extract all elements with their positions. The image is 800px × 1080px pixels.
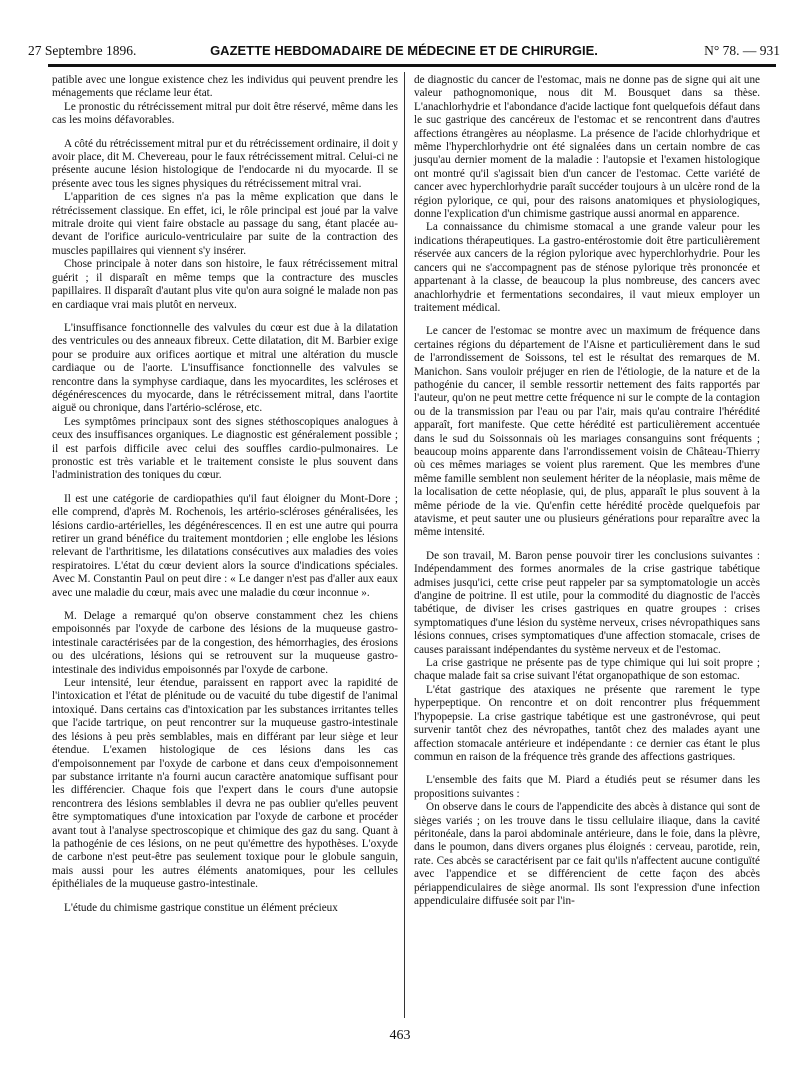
paragraph: M. Delage a remarqué qu'on observe constamment chez les chiens empoisonnés par l'oxyde de carbone des lésions de la muqueuse gastro-intestinale caractérisées par de la congestion, des hémorrhagies, des érosions ou des ulcérations, lésions qui se retrouvent sur la muqueuse gastro-intestinale des individus empoisonnés par l'oxyde de carbone. <box>52 610 398 676</box>
section-gap <box>52 128 398 138</box>
section-gap <box>52 892 398 902</box>
paragraph: de diagnostic du cancer de l'estomac, mais ne donne pas de signe qui ait une valeur pathognomonique, nous dit M. Bousquet dans sa thèse. L'anachlorhydrie et l'abondance d'acide lactique font quelquefois défaut dans le suc gastrique des cancéreux de l'estomac et se rencontrent dans d'autres affections étrangères au néoplasme. La présence de l'acide chlorhydrique et même l'hyperchlorhydrie ont été signalées dans un certain nombre de cas jusqu'au dernier moment de la maladie : l'autopsie et l'examen histologique ont montré qu'il s'agissait bien d'un cancer de l'estomac. Cette variété de cancer avec hyperchlorhydrie paraît succéder toujours à un ulcère rond de la région pylorique, ce qui, pour des raisons anatomiques et physiologiques, donne l'explication d'un chimisme gastrique aussi anormal en apparence. <box>414 74 760 221</box>
paragraph: A côté du rétrécissement mitral pur et du rétrécissement ordinaire, il doit y avoir place, dit M. Chevereau, pour le faux rétrécissement mitral. Celui-ci ne présente aucune lésion histologique de l'endocarde ni du myocarde. Il se présente avec tous les signes physiques du rétrécissement mitral vrai. <box>52 137 398 190</box>
section-gap <box>414 764 760 774</box>
paragraph: De son travail, M. Baron pense pouvoir tirer les conclusions suivantes : Indépendamment des formes anormales de la crise gastrique tabétique admises jusqu'ici, cette crise peut rappeler par sa symptomatologie un accès d'angine de poitrine. Il est utile, pour la commodité du diagnostic de l'accès tabétique, de diviser les crises gastriques en quatre groupes : crises symptomatiques d'une lésion du système nerveux, crises névropathiques sans lésions connues, crises symptomatiques d'une affection stomacale, crises de causes paraissant indépendantes du système nerveux et de l'estomac. <box>414 549 760 656</box>
paragraph: La crise gastrique ne présente pas de type chimique qui lui soit propre ; chaque malade fait sa crise suivant l'état organopathique de son estomac. <box>414 657 760 683</box>
paragraph: L'apparition de ces signes n'a pas la même explication que dans le rétrécissement classique. En effet, ici, le rôle principal est joué par la valve mitrale droite qui vient faire obstacle au passage du sang, étant placée au-devant de l'orifice auriculo-ventriculaire par suite de la contraction des muscles papillaires qui viennent s'y insérer. <box>52 191 398 257</box>
paragraph: On observe dans le cours de l'appendicite des abcès à distance qui sont de sièges variés ; on les trouve dans le tissu cellulaire iliaque, dans la cavité péritonéale, dans la paroi abdominale antérieure, dans le foie, dans la plèvre, dans le poumon, dans divers organes plus éloignés : cerveau, parotide, rein, rate. Ces abcès se caractérisent par ce fait qu'ils n'affectent aucune contiguïté avec l'appendice et se différencient de cette façon des abcès périappendiculaires de siège anormal. Ils sont l'expression d'une infection appendiculaire diffusée soit par l'in- <box>414 801 760 907</box>
header-date: 27 Septembre 1896. <box>28 43 137 58</box>
section-gap <box>52 312 398 322</box>
paragraph: L'état gastrique des ataxiques ne présente que rarement le type hyperpeptique. On rencontre et on doit rencontrer plus fréquemment l'hypopepsie. La crise gastrique tabétique est une gastronévrose, qui peut survenir tantôt chez des névropathes, tantôt chez des malades ayant une affection stomacale antérieure et indépendante : ce dernier cas étant le plus commun en raison de la fréquence très grande des affections gastriques. <box>414 683 760 763</box>
section-gap <box>414 315 760 325</box>
paragraph: L'ensemble des faits que M. Piard a étudiés peut se résumer dans les propositions suivantes : <box>414 774 760 800</box>
header-rule <box>48 64 776 67</box>
header-issue-page: N° 78. — 931 <box>704 43 780 58</box>
section-gap <box>414 540 760 550</box>
paragraph: patible avec une longue existence chez les individus qui peuvent prendre les ménagements que réclame leur état. <box>52 74 398 100</box>
paragraph: La connaissance du chimisme stomacal a une grande valeur pour les indications thérapeutiques. La gastro-entérostomie doit être particulièrement réservée aux cancers de la région pylorique avec hyperchlorhydrie. Pour les cancers qui ne s'accompagnent pas de sténose pylorique très prononcée et appartenant à la classe, de beaucoup la plus nombreuse, des cancers avec anachlorhydrie et fermentations secondaires, il vaut mieux employer un traitement médical. <box>414 221 760 314</box>
section-gap <box>52 483 398 493</box>
paragraph: L'insuffisance fonctionnelle des valvules du cœur est due à la dilatation des ventricules ou des anneaux fibreux. Cette dilatation, dit M. Barbier exige pour se produire aux orifices aortique et mitral une altération du muscle cardiaque ou de l'aorte. L'insuffisance fonctionnelle des valvules se rencontre dans la symphyse cardiaque, dans les myocardites, les scléroses et dégénérescences du myocarde, dans le rétrécissement mitral, dans l'aortite aiguë ou chronique, dans l'artério-sclérose, etc. <box>52 321 398 415</box>
section-gap <box>52 600 398 610</box>
column-divider <box>404 72 405 1018</box>
paragraph: Il est une catégorie de cardiopathies qu'il faut éloigner du Mont-Dore ; elle comprend, d'après M. Rochenois, les artério-scléroses généralisées, les lésions cardio-artérielles, les dégénérescences. Il en est une autre qui pourra retirer un grand bénéfice du traitement montdorien ; elle englobe les lésions relevant de l'arthritisme, les dilatations consécutives aux maladies des voies respiratoires. L'état du cœur devient alors la source d'indications spéciales. Avec M. Constantin Paul on peut dire : « Le danger n'est pas d'aller aux eaux avec une maladie du cœur, mais avec une maladie du cœur inconnue ». <box>52 492 398 599</box>
paragraph: Les symptômes principaux sont des signes stéthoscopiques analogues à ceux des insuffisances organiques. Le diagnostic est généralement possible ; il est parfois difficile avec celui des souffles cardio-pulmonaires. Le pronostic est très variable et le traitement consiste le plus souvent dans l'administration des toniques du cœur. <box>52 415 398 482</box>
running-header <box>28 40 780 62</box>
page-number: 463 <box>389 1028 411 1043</box>
paragraph: Le cancer de l'estomac se montre avec un maximum de fréquence dans certaines régions du département de l'Aisne et particulièrement dans le sud de l'arrondissement de Soissons, tel est le résultat des remarques de M. Manichon. Sans vouloir préjuger en rien de l'étiologie, de la nature et de la pathogénie du cancer, il semble ressortir nettement des faits rapportés par l'auteur, qu'on ne peut mettre cette fréquence ni sur le compte de la contagion ou de la transmission par l'eau ou par l'air, mais qu'au contraire l'hérédité apparaît, fort manifeste. Que cette hérédité est particulièrement accentuée dans le sud du Soissonnais où les mariages consanguins sont fréquents ; beaucoup moins apparente dans l'arrondissement voisin de Château-Thierry où ces mêmes mariages se voient plus rarement. Que les membres d'une même famille semblent non seulement hériter de la néoplasie, mais même de la localisation de cette néoplasie, qui, de plus, apparaît le plus souvent à la même période de la vie. Qu'enfin cette hérédité procède quelquefois par atavisme, et peut sauter une ou plusieurs générations pour reparaître avec la même intensité. <box>414 325 760 539</box>
paragraph: Leur intensité, leur étendue, paraissent en rapport avec la rapidité de l'intoxication et l'état de plénitude ou de vacuité du tube digestif de l'animal intoxiqué. Dans certains cas d'intoxication par les substances irritantes telles que l'acide tartrique, on peut rencontrer sur la muqueuse gastro-intestinale des lésions à peu près semblables, mais en différant par leur siège et leur étendue. L'examen histologique de ces lésions dans les cas d'empoisonnement par l'oxyde de carbone et dans ceux d'empoisonnement par substance irritante n'a fourni aucun caractère anatomique suffisant pour les différencier. Chaque fois que l'expert dans le cours d'une autopsie rencontrera des lésions semblables il devra ne pas oublier qu'elles peuvent être symptomatiques d'une intoxication par l'oxyde de carbone et procéder avant tout à l'analyse spectroscopique et chimique des gaz du sang. Quant à la pathogénie de ces lésions, on ne peut qu'émettre des hypothèses. L'oxyde de carbone n'est peut-être pas seulement toxique pour le globule sanguin, mais aussi pour les autres éléments anatomiques, pour les cellules épithéliales de la muqueuse gastro-intestinale. <box>52 677 398 891</box>
left-column <box>52 74 398 915</box>
paragraph: L'étude du chimisme gastrique constitue un élément précieux <box>64 901 338 914</box>
right-column <box>414 74 760 908</box>
paragraph: Chose principale à noter dans son histoire, le faux rétrécissement mitral guérit ; il disparaît en même temps que la contracture des muscles papillaires. Il disparaît d'autant plus vite qu'on aura soigné le malade non pas en cardiaque vrai mais plutôt en nerveux. <box>52 258 398 311</box>
paragraph: Le pronostic du rétrécissement mitral pur doit être réservé, même dans les cas les moins défavorables. <box>52 100 398 127</box>
journal-title: GAZETTE HEBDOMADAIRE DE MÉDECINE ET DE CHIRURGIE. <box>210 43 598 58</box>
